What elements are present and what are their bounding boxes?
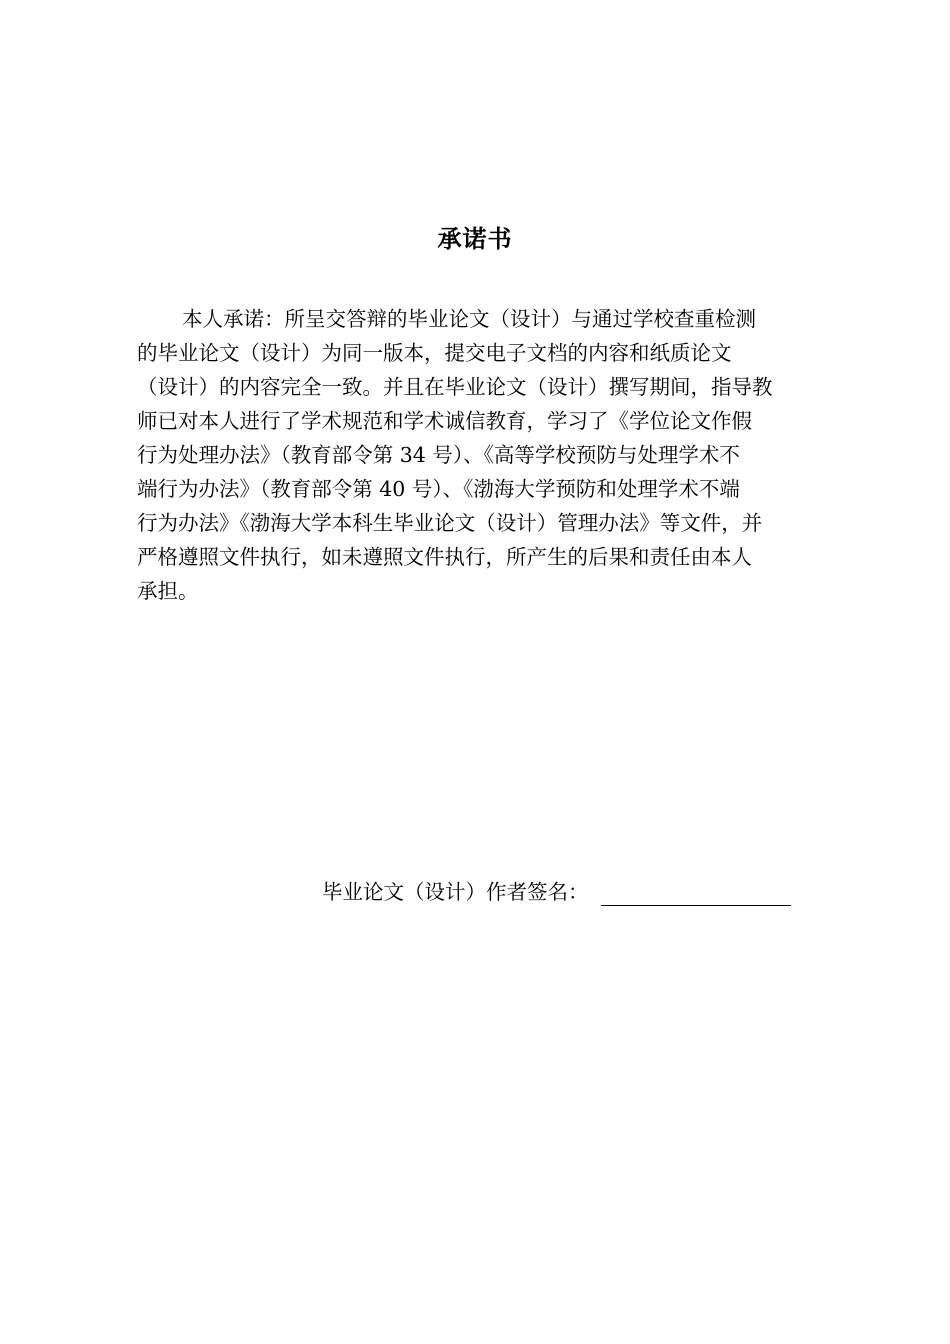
- page-title: 承诺书: [437, 224, 513, 253]
- paragraph-line: （设计）的内容完全一致。并且在毕业论文（设计）撰写期间，指导教: [137, 375, 773, 399]
- paragraph-line: 的毕业论文（设计）为同一版本，提交电子文档的内容和纸质论文: [137, 341, 732, 365]
- signature-label: 毕业论文（设计）作者签名：: [322, 880, 589, 904]
- signature-field[interactable]: [601, 877, 791, 906]
- signature-block: [322, 875, 791, 909]
- paragraph-line: 端行为办法》（教育部令第 40 号）、《渤海大学预防和处理学术不端: [137, 477, 740, 501]
- paragraph-line: 承担。: [137, 579, 199, 603]
- commitment-paragraph: [137, 302, 837, 608]
- paragraph-line: 本人承诺：所呈交答辩的毕业论文（设计）与通过学校查重检测: [182, 307, 756, 331]
- paragraph-line: 行为处理办法》（教育部令第 34 号）、《高等学校预防与处理学术不: [137, 443, 740, 467]
- paragraph-line: 行为办法》《渤海大学本科生毕业论文（设计）管理办法》等文件，并: [137, 511, 763, 535]
- paragraph-line: 师已对本人进行了学术规范和学术诚信教育，学习了《学位论文作假: [137, 409, 752, 433]
- paragraph-line: 严格遵照文件执行，如未遵照文件执行，所产生的后果和责任由本人: [137, 545, 752, 569]
